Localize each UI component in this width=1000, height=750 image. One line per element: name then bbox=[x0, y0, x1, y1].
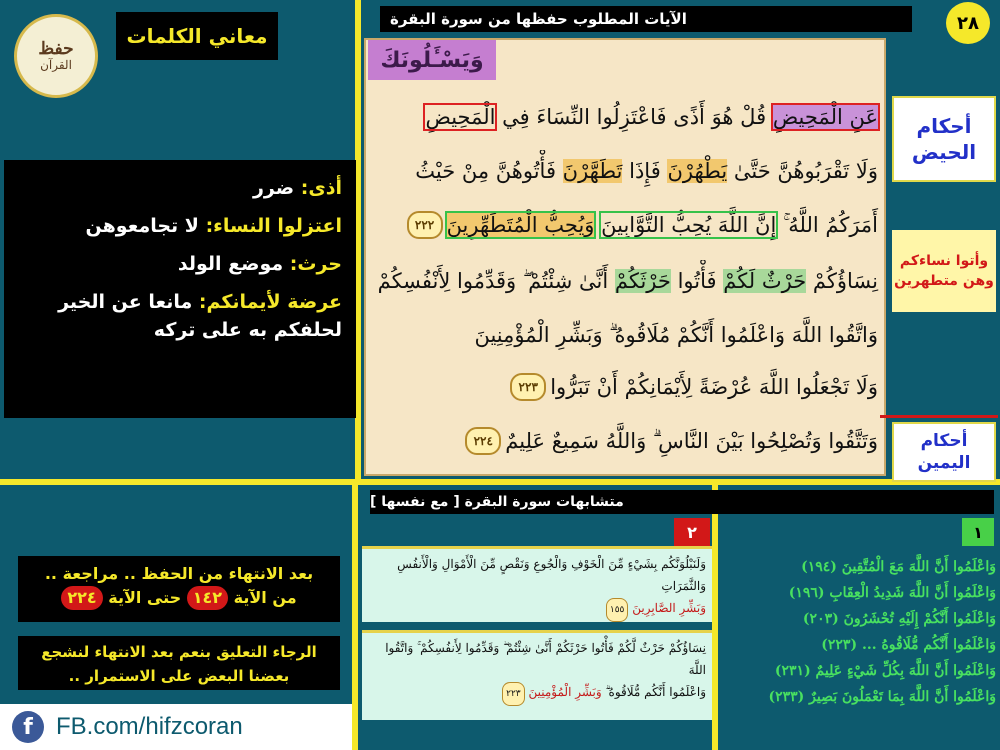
ayah-number-marker: ٢٢٣ bbox=[510, 373, 546, 401]
verse-text: وَلَا تَجْعَلُوا اللَّهَ عُرْضَةً لِأَيْمَانِكُمْ أَنْ تَبَرُّوا bbox=[550, 375, 878, 399]
highlight-word: حَرْثَكُمْ bbox=[614, 269, 671, 293]
hifz-logo bbox=[14, 14, 98, 98]
frame-line-mid-h bbox=[0, 479, 1000, 485]
verse-text: وَاعْلَمُوا أَنَّكُم مُّلَاقُوهُ ۗ bbox=[605, 685, 706, 699]
verse-ending-row bbox=[368, 597, 706, 622]
quran-line-4 bbox=[368, 260, 882, 302]
verse-text: فَأْتُوا bbox=[677, 269, 717, 293]
request-box bbox=[18, 636, 340, 690]
review-box bbox=[18, 556, 340, 622]
quran-line-3 bbox=[368, 204, 882, 246]
meanings-box bbox=[4, 160, 356, 418]
list-item: وَاعْلَمُوا أَنَّ اللَّهَ بِمَا تَعْمَلُونَ بَصِيرٌ (٢٣٣) bbox=[768, 689, 996, 705]
separator-line bbox=[880, 415, 998, 418]
review-line-2 bbox=[18, 586, 340, 610]
verse-text: نِسَاؤُكُمْ حَرْثٌ لَّكُمْ فَأْتُوا حَرْثَكُمْ أَنَّىٰ شِئْتُمْ ۖ وَقَدِّمُوا لِأَنفُسِكُمْ ۚ وَاتَّقُوا اللَّهَ bbox=[385, 641, 706, 677]
list-item: وَاعْلَمُوا أَنَّ اللَّهَ بِكُلِّ شَيْءٍ عَلِيمٌ (٢٣١) bbox=[774, 663, 996, 679]
meaning-term: عرضة لأيمانكم: bbox=[198, 291, 342, 313]
list-item: وَاعْلَمُوا أَنَّكُم مُّلَاقُوهُ ... (٢٢٣) bbox=[821, 637, 996, 653]
similar-verse-a bbox=[362, 546, 712, 622]
verse-text: فَأْتُوهُنَّ مِنْ حَيْثُ bbox=[415, 159, 556, 183]
verse-text: أَنَّىٰ شِئْتُمْ ۖ وَقَدِّمُوا لِأَنْفُسِكُمْ bbox=[377, 268, 609, 293]
verse-ending-row bbox=[368, 681, 706, 706]
facebook-link[interactable] bbox=[0, 704, 352, 750]
meaning-row bbox=[12, 250, 342, 278]
verse-text: وَتَتَّقُوا وَتُصْلِحُوا بَيْنَ النَّاسِ ۗ وَاللَّهُ سَمِيعٌ عَلِيمٌ bbox=[505, 428, 878, 453]
note-line: وأتوا نساءكم bbox=[899, 253, 989, 269]
highlight-phrase: إِنَّ اللَّهَ يُحِبُّ التَّوَّابِينَ bbox=[601, 213, 777, 237]
meaning-term: أذى: bbox=[300, 177, 342, 199]
verse-text: وَاتَّقُوا اللَّهَ وَاعْلَمُوا أَنَّكُمْ مُلَاقُوهُ ۗ وَبَشِّرِ الْمُؤْمِنِينَ bbox=[474, 322, 878, 347]
page-number-badge: ٢٨ bbox=[946, 2, 990, 44]
list-item: وَاعْلَمُوا أَنَّ اللَّهَ مَعَ الْمُتَّقِينَ (١٩٤) bbox=[801, 559, 996, 575]
similar-phrases-list bbox=[720, 554, 996, 744]
label-line: اليمين bbox=[917, 453, 971, 473]
ayah-number-marker: ٢٢٢ bbox=[407, 211, 443, 239]
review-to-label: حتى الآية bbox=[108, 588, 182, 607]
quran-line-7 bbox=[368, 420, 882, 462]
request-line-2: بعضنا البعض على الاستمرار .. bbox=[68, 667, 290, 685]
meaning-text: مانعا عن الخير لحلفكم به على تركه bbox=[58, 291, 342, 341]
meaning-row bbox=[12, 212, 342, 240]
verse-ending: وَبَشِّرِ الصَّابِرِينَ bbox=[632, 601, 706, 615]
ayah-number-marker: ٢٢٤ bbox=[465, 427, 501, 455]
list-item: وَاعْلَمُوا أَنَّكُمْ إِلَيْهِ تُحْشَرُونَ (٢٠٣) bbox=[802, 611, 996, 627]
box-1-number: ١ bbox=[962, 518, 994, 546]
ayah-number-marker: ٢٢٣ bbox=[502, 682, 525, 706]
review-from-number: ١٤٢ bbox=[187, 586, 228, 610]
label-line: أحكام bbox=[916, 114, 972, 138]
meaning-row bbox=[12, 174, 342, 202]
quran-line-2 bbox=[368, 150, 882, 192]
meaning-row bbox=[12, 288, 342, 344]
highlight-word: يَطْهُرْنَ bbox=[667, 159, 728, 183]
frame-line-bottom-v bbox=[712, 482, 718, 750]
list-item: وَاعْلَمُوا أَنَّ اللَّهَ شَدِيدُ الْعِقَابِ (١٩٦) bbox=[788, 585, 996, 601]
quran-line-6 bbox=[368, 366, 882, 408]
verse-text: وَلَنَبْلُوَنَّكُم بِشَيْءٍ مِّنَ الْخَوْفِ وَالْجُوعِ وَنَقْصٍ مِّنَ الْأَمْوَالِ وَالْأَنفُسِ وَالثَّمَرَاتِ bbox=[397, 557, 706, 593]
meaning-term: حرث: bbox=[289, 253, 342, 275]
similar-verse-b bbox=[362, 630, 712, 720]
verse-text: فَإِذَا bbox=[629, 159, 661, 183]
verse-ending: وَبَشِّرِ الْمُؤْمِنِينَ bbox=[528, 685, 602, 699]
quran-line-5 bbox=[368, 314, 882, 356]
highlight-word: الْمَحِيضِ bbox=[425, 105, 496, 129]
meanings-title: معاني الكلمات bbox=[116, 12, 278, 60]
facebook-icon: f bbox=[12, 711, 44, 743]
quran-line-1 bbox=[368, 96, 882, 138]
box-2-number: ٢ bbox=[674, 518, 710, 546]
note-line: وهن متطهرين bbox=[894, 273, 994, 289]
meaning-text: موضع الولد bbox=[177, 253, 284, 275]
highlight-word: تَطَهَّرْنَ bbox=[562, 159, 623, 183]
verse-text: أَمَرَكُمُ اللَّهُ ۚ bbox=[782, 212, 878, 237]
surah-start-word: وَيَسْـَٔلُونَكَ bbox=[368, 40, 496, 80]
review-line-1: بعد الانتهاء من الحفظ .. مراجعة .. bbox=[44, 564, 314, 583]
verse-text: قُلْ هُوَ أَذًى فَاعْتَزِلُوا النِّسَاءَ فِي bbox=[502, 105, 767, 129]
verse-text: نِسَاؤُكُمْ bbox=[812, 269, 878, 293]
highlight-word: عَنِ الْمَحِيضِ bbox=[772, 105, 878, 129]
highlight-phrase: وَيُحِبُّ الْمُتَطَهِّرِينَ bbox=[446, 213, 595, 237]
ayah-number-marker: ١٥٥ bbox=[606, 598, 629, 622]
logo-line-2: القرآن bbox=[40, 58, 72, 72]
meaning-text: لا تجامعوهن bbox=[85, 215, 199, 237]
facebook-url[interactable]: FB.com/hifzcoran bbox=[56, 713, 243, 740]
meaning-text: ضرر bbox=[252, 177, 295, 199]
label-line: أحكام bbox=[920, 431, 968, 451]
logo-line-1: حفظ bbox=[38, 39, 74, 59]
request-line-1: الرجاء التعليق بنعم بعد الانتهاء لنشجع bbox=[41, 643, 317, 661]
meaning-term: اعتزلوا النساء: bbox=[205, 215, 342, 237]
verse-text: وَلَا تَقْرَبُوهُنَّ حَتَّىٰ bbox=[733, 159, 878, 183]
label-line: الحيض bbox=[911, 140, 977, 164]
memorize-title: الآيات المطلوب حفظها من سورة البقرة bbox=[380, 6, 912, 32]
highlight-word: حَرْثٌ لَكُمْ bbox=[723, 269, 807, 293]
review-from-label: من الآية bbox=[233, 588, 297, 607]
frame-line-bottom-left-v bbox=[352, 482, 358, 750]
similarities-title: متشابهات سورة البقرة [ مع نفسها ] bbox=[370, 490, 994, 514]
menstruation-rulings-label bbox=[892, 96, 996, 182]
oaths-rulings-label bbox=[892, 422, 996, 482]
side-note bbox=[892, 230, 996, 312]
review-to-number: ٢٢٤ bbox=[61, 586, 102, 610]
